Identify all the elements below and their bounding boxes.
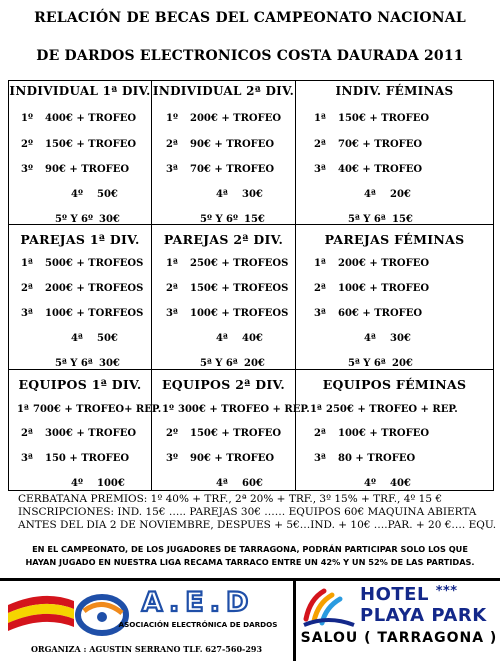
prize-position: 2º	[166, 428, 178, 439]
category-cell	[296, 225, 493, 370]
prize-position: 2ª	[314, 283, 326, 294]
prize-amount: 90€ + TROFEO	[190, 139, 275, 150]
category-title: EQUIPOS FÉMINAS	[322, 377, 467, 392]
category-cell	[296, 370, 493, 490]
prize-position: 1º	[166, 113, 178, 124]
prize-position: 4º	[71, 189, 83, 200]
prize-amount: 40€	[242, 333, 263, 344]
prize-amount: 40€	[390, 478, 411, 489]
category-title: EQUIPOS 2ª DIV.	[161, 377, 286, 392]
prize-amount: 30€	[99, 214, 120, 225]
prize-amount: 90€ + TROFEO	[45, 164, 130, 175]
prize-position: 5º Y 6º	[55, 214, 94, 225]
prize-amount: 500€ + TROFEOS	[45, 258, 144, 269]
category-title: PAREJAS 1ª DIV.	[20, 232, 140, 247]
prize-position: 5ª Y 6ª	[55, 358, 93, 369]
prize-position: 3ª	[166, 308, 178, 319]
prize-position: 1ª	[314, 258, 326, 269]
participation-note-line2: HAYAN JUGADO EN NUESTRA LIGA RECAMA TARRACO ENTRE UN 42% Y UN 52% DE LAS PARTIDAS.	[25, 557, 475, 567]
hotel-city: SALOU ( TARRAGONA )	[300, 630, 498, 646]
prize-amount: 15€	[244, 214, 265, 225]
prize-amount: 150€ + TROFEO	[338, 113, 430, 124]
prize-amount: 80 + TROFEO	[338, 453, 416, 464]
prize-amount: 400€ + TROFEO	[45, 113, 137, 124]
prize-position: 4ª	[364, 333, 376, 344]
prize-amount: 50€	[97, 189, 118, 200]
category-cell	[296, 81, 493, 225]
prize-position: 4º	[71, 478, 83, 489]
category-cell	[9, 370, 162, 490]
aed-subtitle: ASOCIACIÓN ELECTRÓNICA DE DARDOS	[118, 620, 278, 629]
hotel-name-line1	[360, 584, 458, 605]
prize-amount: 200€ + TROFEO	[190, 113, 282, 124]
prize-position: 5º Y 6º	[200, 214, 239, 225]
prize-position: 3ª	[314, 308, 326, 319]
prize-position: 3ª	[166, 164, 178, 175]
prize-position: 1ª	[21, 258, 33, 269]
hotel-palm-logo	[300, 585, 358, 631]
prize-amount: 250€ + TROFEOS	[190, 258, 289, 269]
prize-amount: 250€ + TROFEO + REP.	[326, 404, 458, 415]
prize-position: 2ª	[166, 283, 178, 294]
prize-position: 3ª	[21, 453, 33, 464]
prize-position: 1ª	[17, 404, 29, 415]
prize-position: 5ª Y 6ª	[200, 358, 238, 369]
spain-flag-swoosh-icon	[8, 596, 74, 631]
prize-position: 4ª	[216, 189, 228, 200]
prize-amount: 700€ + TROFEO+ REP.	[33, 404, 162, 415]
aed-letters: A.E.D	[141, 587, 255, 618]
aed-logo	[4, 583, 294, 643]
cerbatana-prizes: CERBATANA PREMIOS: 1º 40% + TRF., 2ª 20% + TRF., 3º 15% + TRF., 4º 15 €	[18, 493, 443, 505]
prize-amount: 60€ + TROFEO	[338, 308, 423, 319]
prize-position: 3º	[166, 453, 178, 464]
prize-amount: 100€ + TROFEO	[338, 283, 430, 294]
prize-amount: 300€ + TROFEO	[45, 428, 137, 439]
category-title: PAREJAS FÉMINAS	[324, 232, 465, 247]
prize-position: 2º	[21, 139, 33, 150]
page-title: RELACIÓN DE BECAS DEL CAMPEONATO NACIONAL	[34, 10, 466, 26]
category-title: INDIV. FÉMINAS	[335, 84, 454, 98]
prize-amount: 20€	[392, 358, 413, 369]
prize-position: 1ª	[166, 258, 178, 269]
hotel-stars: ***	[435, 584, 458, 599]
prize-position: 4ª	[216, 333, 228, 344]
category-title: INDIVIDUAL 1ª DIV.	[9, 84, 151, 98]
prize-position: 5ª Y 6ª	[348, 358, 386, 369]
registration-fees: INSCRIPCIONES: IND. 15€ ….. PAREJAS 30€ …… EQUIPOS 60€ MAQUINA ABIERTA	[18, 506, 477, 518]
prize-amount: 20€	[244, 358, 265, 369]
prize-amount: 150€ + TROFEOS	[190, 283, 289, 294]
prize-position: 1ª	[314, 113, 326, 124]
hotel-word: HOTEL	[360, 584, 429, 605]
hotel-name-line2: PLAYA PARK	[360, 605, 487, 626]
prize-position: 4ª	[364, 189, 376, 200]
prize-position: 1º	[162, 404, 174, 415]
prize-position: 2ª	[21, 428, 33, 439]
prize-position: 4ª	[216, 478, 228, 489]
prize-amount: 30€	[390, 333, 411, 344]
prize-amount: 100€ + TORFEOS	[45, 308, 144, 319]
prize-amount: 70€ + TROFEO	[190, 164, 275, 175]
deadline-note: ANTES DEL DIA 2 DE NOVIEMBRE, DESPUES + 5€…IND. + 10€ ….PAR. + 20 €…. EQU.	[18, 519, 497, 531]
category-cell	[152, 225, 296, 370]
prize-position: 3ª	[314, 164, 326, 175]
category-cell	[152, 370, 310, 490]
prize-table	[8, 80, 494, 491]
category-title: INDIVIDUAL 2ª DIV.	[152, 84, 295, 98]
prize-amount: 30€	[242, 189, 263, 200]
prize-amount: 150€ + TROFEO	[190, 428, 282, 439]
prize-amount: 40€ + TROFEO	[338, 164, 423, 175]
prize-amount: 100€	[97, 478, 125, 489]
prize-amount: 100€ + TROFEOS	[190, 308, 289, 319]
prize-amount: 150€ + TROFEO	[45, 139, 137, 150]
prize-amount: 60€	[242, 478, 263, 489]
prize-position: 4ª	[71, 333, 83, 344]
prize-position: 3ª	[21, 308, 33, 319]
category-cell	[152, 81, 296, 225]
category-cell	[9, 225, 152, 370]
prize-position: 1º	[21, 113, 33, 124]
prize-position: 3ª	[314, 453, 326, 464]
prize-amount: 20€	[390, 189, 411, 200]
footer-divider	[0, 578, 500, 581]
prize-amount: 15€	[392, 214, 413, 225]
category-title: EQUIPOS 1ª DIV.	[18, 377, 142, 392]
prize-amount: 90€ + TROFEO	[190, 453, 275, 464]
prize-amount: 200€ + TROFEOS	[45, 283, 144, 294]
prize-position: 2ª	[314, 428, 326, 439]
prize-amount: 150 + TROFEO	[45, 453, 130, 464]
prize-position: 4º	[364, 478, 376, 489]
participation-note-line1: EN EL CAMPEONATO, DE LOS JUGADORES DE TARRAGONA, PODRÁN PARTICIPAR SOLO LOS QUE	[32, 544, 468, 554]
prize-position: 5ª Y 6ª	[348, 214, 386, 225]
category-cell	[9, 81, 152, 225]
page-subtitle: DE DARDOS ELECTRONICOS COSTA DAURADA 2011	[36, 48, 464, 64]
prize-position: 2ª	[314, 139, 326, 150]
prize-amount: 200€ + TROFEO	[338, 258, 430, 269]
prize-amount: 100€ + TROFEO	[338, 428, 430, 439]
category-title: PAREJAS 2ª DIV.	[163, 232, 284, 247]
prize-position: 2ª	[166, 139, 178, 150]
prize-amount: 50€	[97, 333, 118, 344]
prize-amount: 30€	[99, 358, 120, 369]
prize-amount: 300€ + TROFEO + REP.	[178, 404, 310, 415]
prize-position: 2ª	[21, 283, 33, 294]
organizer-contact: ORGANIZA : AGUSTIN SERRANO TLF. 627-560-293	[30, 644, 263, 654]
prize-position: 1ª	[310, 404, 322, 415]
prize-position: 3º	[21, 164, 33, 175]
prize-amount: 70€ + TROFEO	[338, 139, 423, 150]
